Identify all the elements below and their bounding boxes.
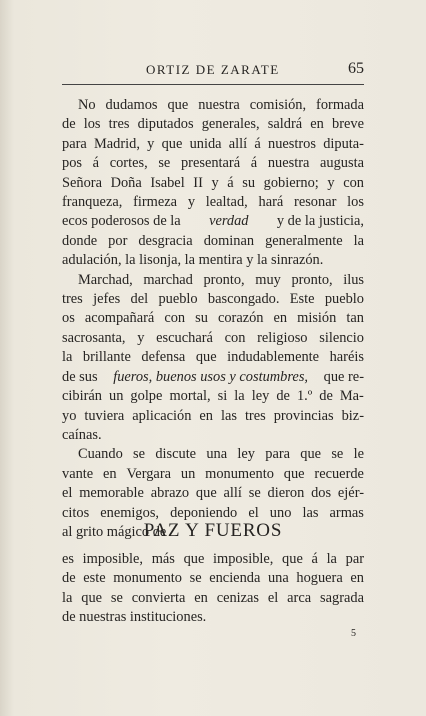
word: en <box>199 407 213 424</box>
word: que <box>300 446 322 463</box>
word: la <box>62 349 73 366</box>
word: os <box>62 310 75 327</box>
word: los <box>83 116 101 133</box>
word: cenizas <box>216 589 260 606</box>
word: ley <box>251 388 270 405</box>
word: generalmente <box>265 232 343 249</box>
word: arca <box>287 589 312 606</box>
text-line <box>62 550 364 569</box>
word: tan <box>346 310 364 327</box>
word: su <box>195 310 208 327</box>
word: yo <box>62 407 77 424</box>
word: más <box>151 551 175 567</box>
word: se <box>248 485 261 502</box>
word: jefes <box>93 291 121 308</box>
word: se <box>110 589 123 606</box>
text-line <box>62 368 364 387</box>
word: una <box>206 446 228 463</box>
word: ilus <box>343 271 364 288</box>
word: resonar <box>294 194 337 211</box>
signature-mark: 5 <box>351 628 356 639</box>
word: con <box>343 174 364 191</box>
text-line <box>62 589 364 608</box>
word: encienda <box>209 570 261 587</box>
text-line <box>62 445 364 464</box>
word: generales, <box>201 116 260 133</box>
word: silencio <box>319 329 364 346</box>
word: discute <box>155 446 197 463</box>
running-title: ORTIZ DE ZARATE <box>146 62 280 77</box>
word: ley <box>237 446 255 463</box>
word: de <box>62 116 76 133</box>
word: breve <box>332 116 364 133</box>
text-line <box>62 96 364 115</box>
word: corazón <box>217 310 264 327</box>
word: se <box>133 446 146 463</box>
word: Ma- <box>339 388 364 405</box>
word: se <box>158 155 171 172</box>
word: le <box>353 446 364 463</box>
word: pronto, <box>291 271 333 288</box>
body-text <box>62 96 364 542</box>
word: haréis <box>329 349 364 366</box>
word: dominan <box>203 232 255 249</box>
word: bascongado. <box>207 291 280 308</box>
text-line: adulación, la lisonja, la mentira y la sinrazón. <box>62 252 324 269</box>
text-line <box>62 484 364 503</box>
text-line: de nuestras instituciones. <box>62 609 207 626</box>
word: que <box>283 465 305 482</box>
word: en <box>194 589 208 606</box>
word: Vergara <box>126 465 171 482</box>
word: donde <box>62 232 98 249</box>
word: dudamos <box>105 97 158 113</box>
word: los <box>347 194 364 211</box>
word: á <box>227 174 234 191</box>
word: y <box>211 174 219 191</box>
word: imposible, <box>213 551 274 567</box>
word: la <box>326 551 337 567</box>
word: su <box>242 174 256 191</box>
word: Isabel <box>150 174 185 191</box>
word: hoguera <box>296 570 343 587</box>
page-number: 65 <box>348 60 364 77</box>
text-run: que re- <box>320 368 364 385</box>
text-line <box>62 135 364 154</box>
word: Señora <box>62 174 102 191</box>
word: se <box>331 446 344 463</box>
word: á <box>311 551 318 567</box>
word: que <box>282 551 303 567</box>
word: á <box>254 135 261 152</box>
word: cortes, <box>109 155 148 172</box>
paragraph-2 <box>62 271 364 446</box>
word: acompañará <box>84 310 155 327</box>
word: armas <box>329 504 364 521</box>
word: dos <box>311 485 332 502</box>
word: Madrid, <box>93 135 140 152</box>
word: golpe <box>130 388 163 405</box>
word: lealtad, <box>205 194 248 211</box>
word: y <box>147 135 155 152</box>
header-rule <box>62 84 364 85</box>
text-line <box>62 290 364 309</box>
word: pueblo <box>158 291 198 308</box>
word: por <box>108 232 128 249</box>
word: par <box>345 551 364 567</box>
word: es <box>62 551 74 567</box>
word: 1.º <box>296 388 313 405</box>
word: que <box>81 589 103 606</box>
text-run: de sus <box>62 368 102 385</box>
text-line <box>62 329 364 348</box>
word: de <box>319 388 333 405</box>
word: diputa- <box>323 135 364 152</box>
word: una <box>267 570 289 587</box>
word: formada <box>316 97 364 113</box>
word: misión <box>297 310 337 327</box>
word: para <box>62 135 87 152</box>
paragraph-4 <box>62 550 364 628</box>
word: el <box>248 504 259 521</box>
word: sagrada <box>320 589 364 606</box>
word: y <box>137 329 145 346</box>
word: con <box>164 310 186 327</box>
word: mortal, <box>169 388 211 405</box>
word: indudablemente <box>227 349 320 366</box>
text-line <box>62 174 364 193</box>
italic-run: verdad <box>209 213 249 230</box>
word: monumento <box>113 570 182 587</box>
word: presentará <box>180 155 241 172</box>
paragraph-1 <box>62 96 364 271</box>
word: abrazo <box>150 485 190 502</box>
word: allí <box>228 135 248 152</box>
word: memorable <box>79 485 144 502</box>
word: marchad <box>143 271 193 288</box>
word: si <box>217 388 228 405</box>
word: nuestra <box>198 97 240 113</box>
word: en <box>310 116 324 133</box>
word: citos <box>62 504 90 521</box>
word: dieron <box>267 485 305 502</box>
word: á <box>92 155 100 172</box>
word: uno <box>269 504 292 521</box>
word: tres <box>244 407 266 424</box>
word: pos <box>62 155 82 172</box>
word: el <box>62 485 73 502</box>
text-line <box>62 212 364 231</box>
word: Marchad, <box>78 271 133 288</box>
word: cibirán <box>62 388 102 405</box>
word: que <box>161 135 183 152</box>
word: que <box>167 97 189 113</box>
text-line <box>62 465 364 484</box>
word: que <box>195 485 217 502</box>
word: nuestra <box>267 155 310 172</box>
word: imposible, <box>82 551 144 567</box>
word: tuviera <box>84 407 125 424</box>
word: tres <box>62 291 83 308</box>
word: de <box>62 570 76 587</box>
word: este <box>83 570 106 587</box>
text-run: y de la justicia, <box>273 213 364 230</box>
word: gobierno; <box>263 174 319 191</box>
word: en <box>103 465 117 482</box>
word: comisión, <box>249 97 307 113</box>
body-text-continued <box>62 550 364 628</box>
word: en <box>273 310 288 327</box>
word: se <box>189 570 202 587</box>
word: firmeza <box>133 194 178 211</box>
word: la <box>353 232 364 249</box>
text-line <box>62 407 364 426</box>
text-line <box>62 348 364 367</box>
text-line <box>62 154 364 173</box>
word: religioso <box>257 329 308 346</box>
word: que <box>195 349 217 366</box>
text-line <box>62 387 364 406</box>
word: brillante <box>82 349 131 366</box>
word: allí <box>223 485 242 502</box>
word: la <box>62 589 73 606</box>
word: saldrá <box>267 116 303 133</box>
word: el <box>267 589 279 606</box>
text-line <box>62 193 364 212</box>
word: tres <box>108 116 130 133</box>
word: las <box>220 407 237 424</box>
word: aplicación <box>132 407 192 424</box>
word: defensa <box>141 349 186 366</box>
text-run: ecos poderosos de la <box>62 213 185 230</box>
word: ejér- <box>337 485 364 502</box>
word: Este <box>289 291 315 308</box>
word: con <box>224 329 246 346</box>
word: un <box>109 388 124 405</box>
word: nuestros <box>268 135 316 152</box>
word: vante <box>62 465 94 482</box>
word: pronto, <box>203 271 245 288</box>
text-line <box>62 115 364 134</box>
word: en <box>350 570 364 587</box>
word: un <box>180 465 196 482</box>
word: hará <box>258 194 284 211</box>
word: á <box>250 155 258 172</box>
word: deponiendo <box>170 504 238 521</box>
word: franqueza, <box>62 194 123 211</box>
word: augusta <box>320 155 364 172</box>
text-line <box>62 271 364 290</box>
word: escuchará <box>156 329 213 346</box>
word: Cuando <box>78 446 123 463</box>
word: y <box>327 174 335 191</box>
word: de <box>276 388 290 405</box>
word: provincias <box>273 407 334 424</box>
word: pueblo <box>324 291 364 308</box>
word: unida <box>189 135 222 152</box>
word: muy <box>255 271 281 288</box>
word: diputados <box>137 116 194 133</box>
text-line <box>62 309 364 328</box>
word: las <box>302 504 319 521</box>
word: Doña <box>110 174 142 191</box>
word: del <box>130 291 149 308</box>
word: recuerde <box>314 465 364 482</box>
word: y <box>187 194 196 211</box>
word: enemigos, <box>100 504 160 521</box>
word: biz- <box>341 407 364 424</box>
text-line <box>62 569 364 588</box>
word: II <box>193 174 203 191</box>
text-line <box>62 232 364 251</box>
section-heading: PAZ Y FUEROS <box>143 520 283 541</box>
running-head <box>62 60 364 80</box>
italic-run: fueros, buenos usos y costumbres, <box>113 368 309 385</box>
word: convierta <box>131 589 186 606</box>
word: No <box>78 97 96 113</box>
word: sacrosanta, <box>62 329 126 346</box>
word: desgracia <box>138 232 193 249</box>
word: que <box>183 551 205 567</box>
text-line: al grito mágico de <box>62 523 167 540</box>
word: la <box>234 388 245 405</box>
text-line: caínas. <box>62 426 102 443</box>
word: para <box>265 446 291 463</box>
word: monumento <box>205 465 274 482</box>
